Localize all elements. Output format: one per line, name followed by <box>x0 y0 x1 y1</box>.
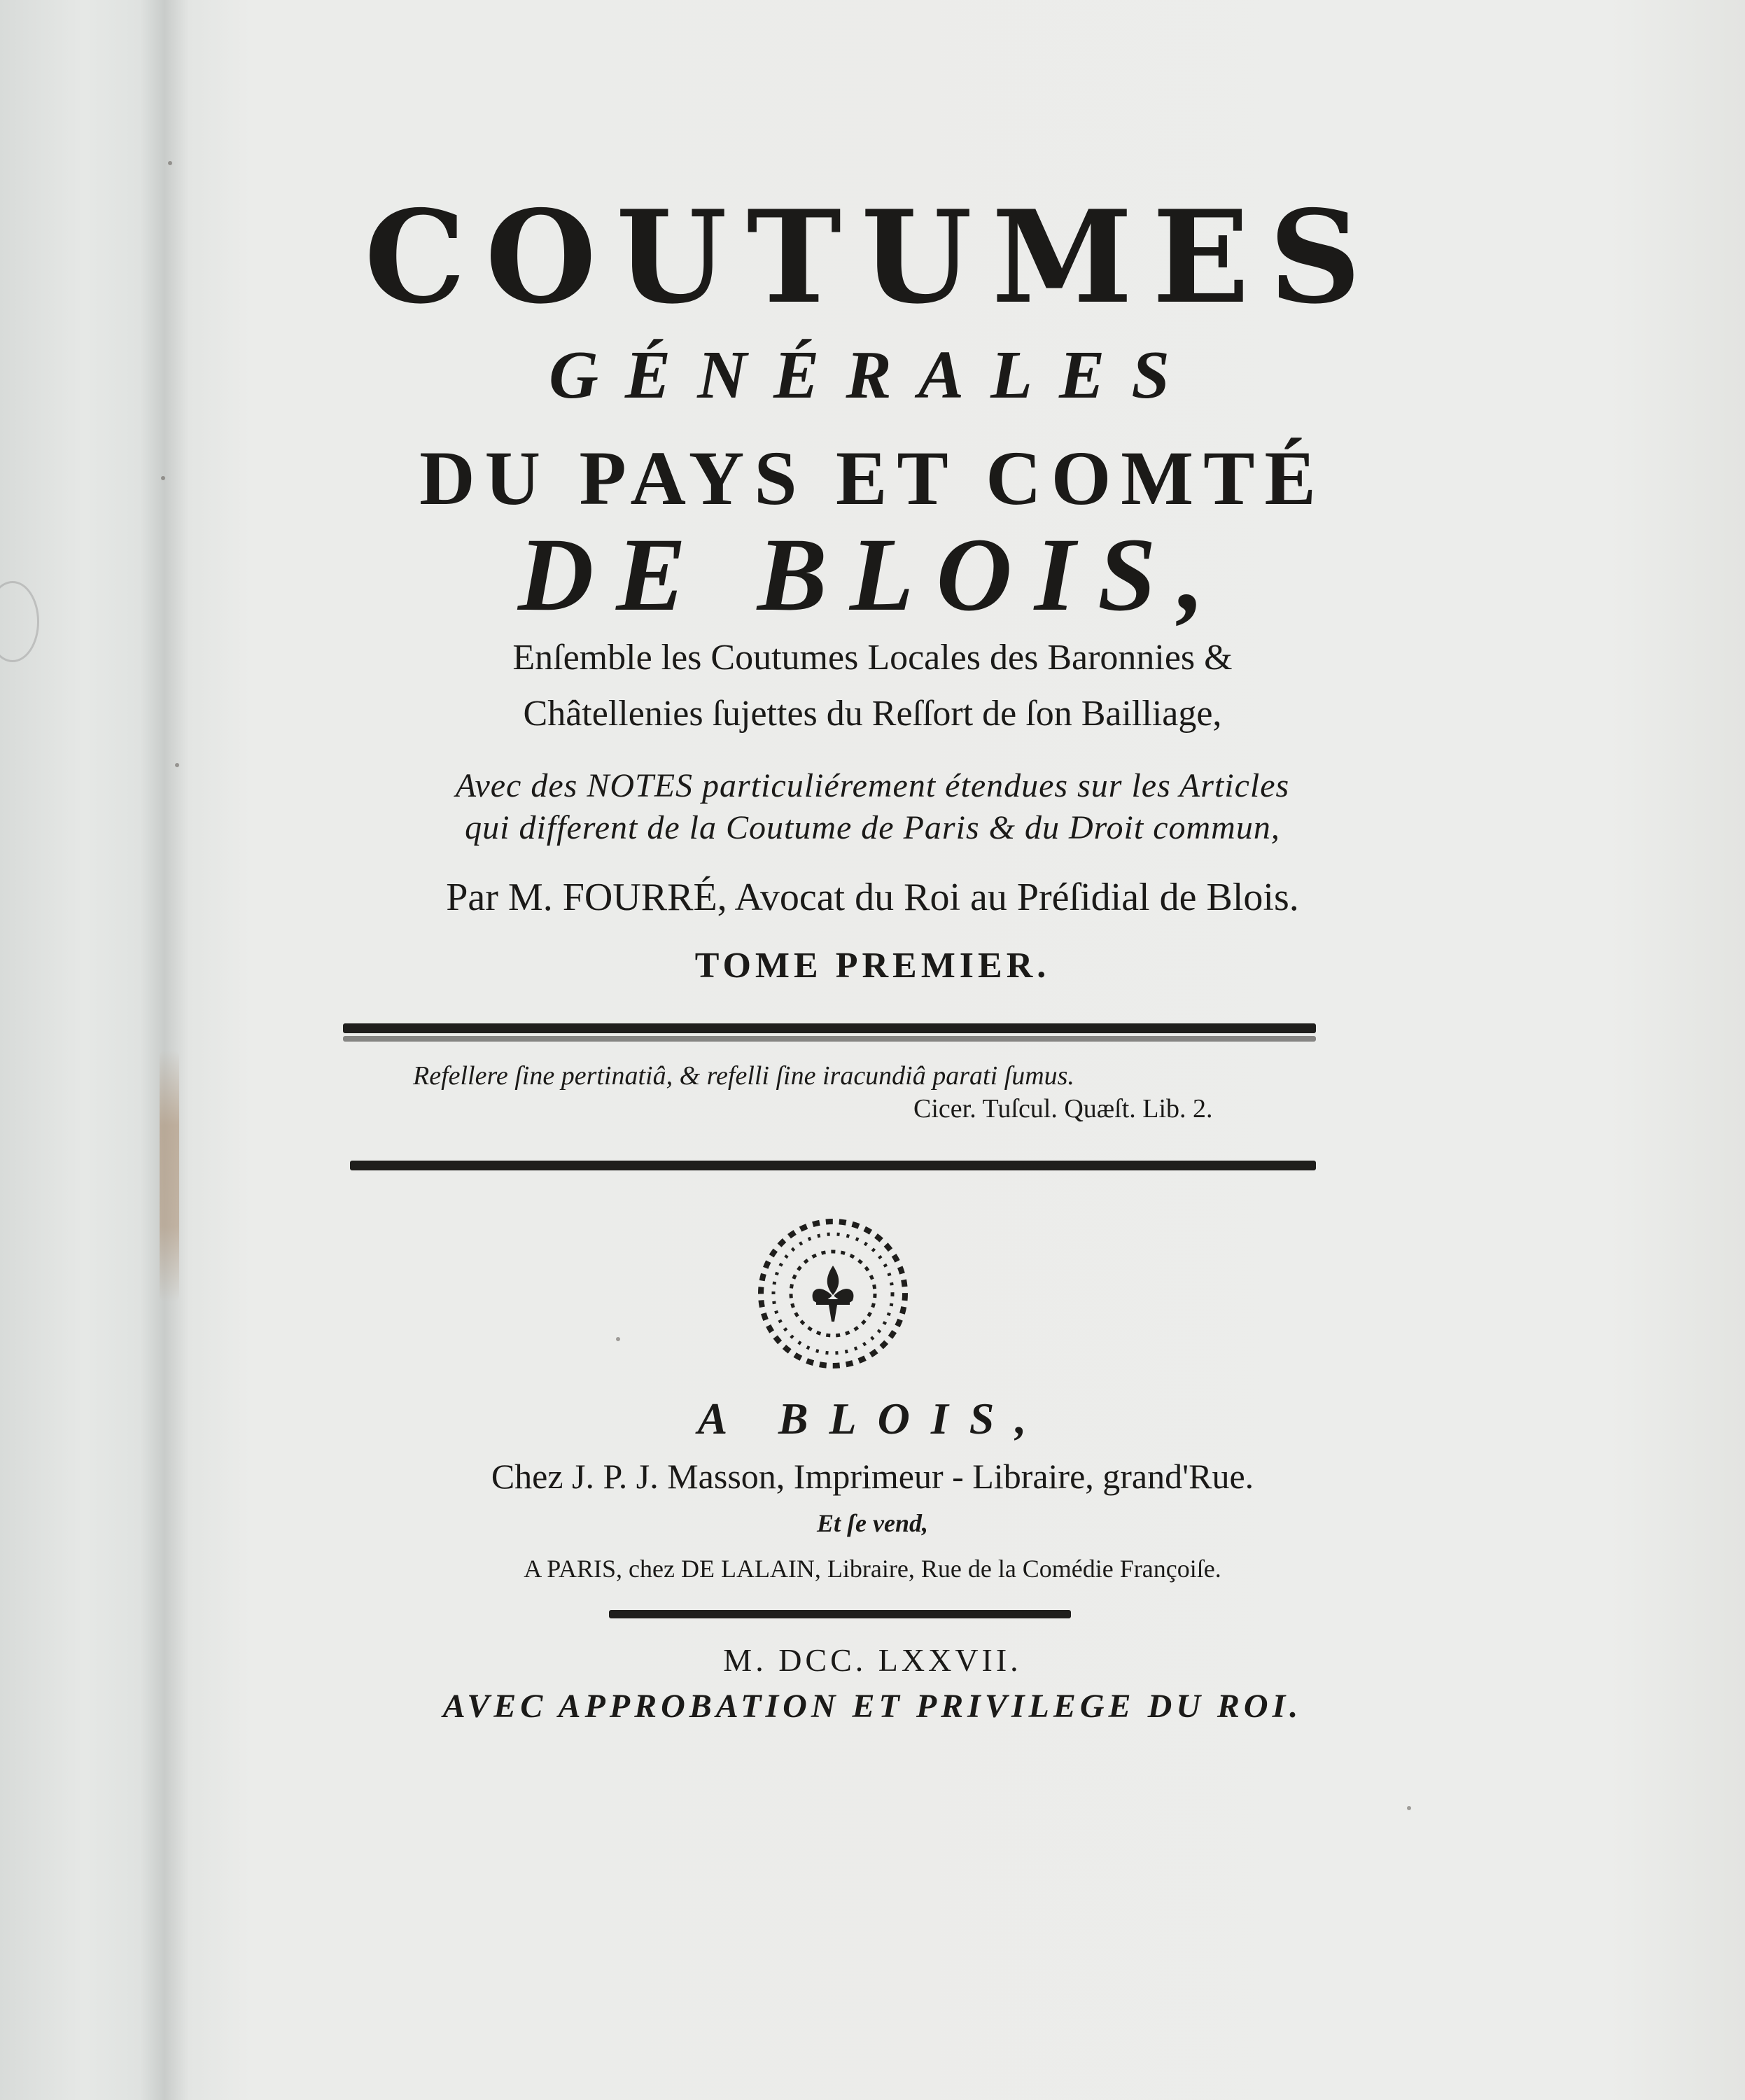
imprint-city: A BLOIS, <box>697 1394 1048 1443</box>
top-rule-hairline <box>343 1036 1316 1042</box>
author-line: Par M. FOURRÉ, Avocat du Roi au Préſidial de Blois. <box>446 876 1299 919</box>
middle-rule <box>350 1161 1316 1170</box>
bottom-rule <box>609 1610 1071 1618</box>
imprint-printer: Chez J. P. J. Masson, Imprimeur - Libraire, grand'Rue. <box>491 1457 1254 1496</box>
imprint-sold: Et ſe vend, <box>817 1509 928 1537</box>
title-line-2: GÉNÉRALES <box>549 337 1196 413</box>
subtitle-line-1: Enſemble les Coutumes Locales des Baronnies & <box>512 638 1233 678</box>
imprint-approbation: AVEC APPROBATION ET PRIVILEGE DU ROI. <box>442 1688 1303 1725</box>
title-line-4: DE BLOIS, <box>517 517 1228 633</box>
notes-line-2: qui different de la Coutume de Paris & du Droit commun, <box>465 809 1280 846</box>
motto-source: Cicer. Tuſcul. Quæſt. Lib. 2. <box>913 1094 1213 1124</box>
title-line-3: DU PAYS ET COMTÉ <box>419 435 1326 521</box>
fleur-de-lis-icon <box>749 1217 917 1371</box>
notes-line-1: Avec des NOTES particuliérement étendues sur les Articles <box>455 767 1290 804</box>
imprint-paris: A PARIS, chez DE LALAIN, Libraire, Rue de la Comédie Françoiſe. <box>524 1555 1221 1583</box>
top-rule <box>343 1023 1316 1033</box>
volume-label: TOME PREMIER. <box>694 946 1051 986</box>
latin-motto: Refellere ſine pertinatiâ, & refelli ſine iracundiâ parati ſumus. <box>413 1061 1074 1091</box>
title-line-1: COUTUMES <box>364 182 1381 332</box>
subtitle-line-2: Châtellenies ſujettes du Reſſort de ſon Bailliage, <box>523 694 1222 734</box>
paper-stain <box>160 1050 179 1302</box>
imprint-date: M. DCC. LXXVII. <box>723 1642 1022 1678</box>
